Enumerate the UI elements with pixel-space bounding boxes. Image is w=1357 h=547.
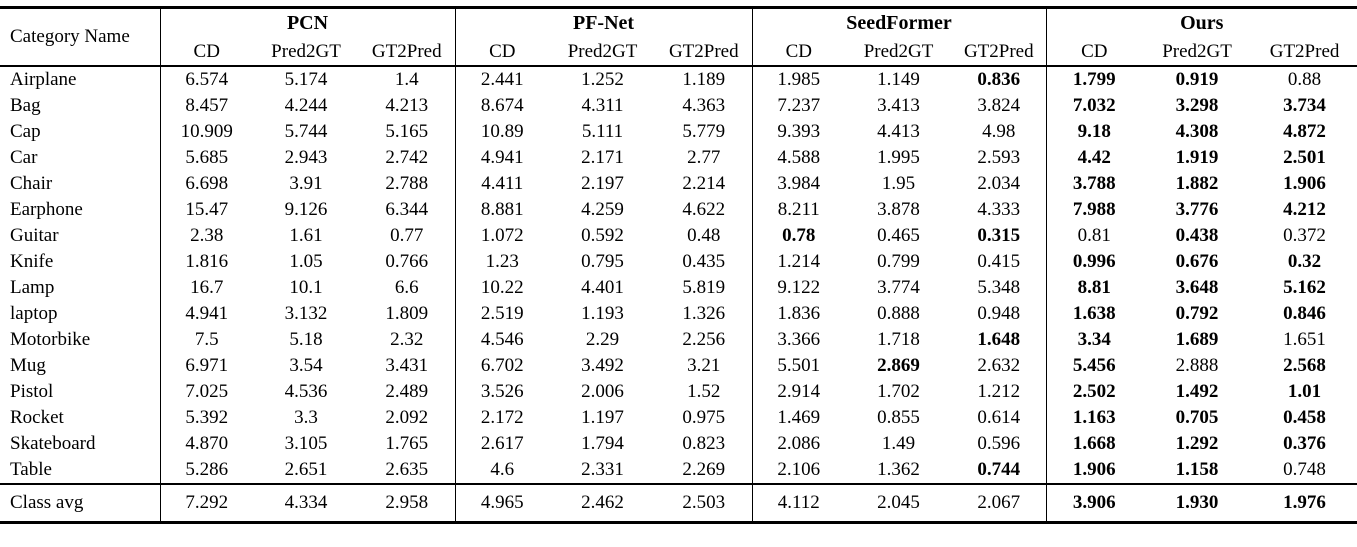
value-cell: 0.438 <box>1175 225 1219 246</box>
value-cell: 1.072 <box>455 223 549 249</box>
value-cell: 1.668 <box>1046 431 1142 457</box>
value-cell: 9.122 <box>752 275 845 301</box>
value-cell: 1.01 <box>1287 381 1322 402</box>
value-cell: 4.308 <box>1175 121 1219 142</box>
value-cell: 3.91 <box>289 173 323 194</box>
value-cell: 2.489 <box>385 381 429 402</box>
value-cell: 3.906 <box>1046 484 1142 523</box>
value-cell: 1.985 <box>752 66 845 93</box>
value-cell: 2.067 <box>977 492 1021 513</box>
table-row <box>0 353 1357 379</box>
value-cell: 1.906 <box>1283 173 1326 194</box>
value-cell: 1.794 <box>581 433 624 454</box>
value-cell: 5.286 <box>160 457 253 484</box>
value-cell: 4.588 <box>752 145 845 171</box>
group-header-pcn: PCN <box>160 8 455 39</box>
metric-header-cd: CD <box>160 38 253 66</box>
table-row <box>0 379 1357 405</box>
value-cell: 2.914 <box>752 379 845 405</box>
value-cell: 1.689 <box>1175 329 1219 350</box>
value-cell: 4.311 <box>581 95 624 116</box>
value-cell: 5.456 <box>1046 353 1142 379</box>
value-cell: 2.635 <box>385 459 429 480</box>
value-cell: 0.948 <box>977 303 1021 324</box>
value-cell: 2.77 <box>687 147 721 168</box>
value-cell: 1.193 <box>581 303 624 324</box>
value-cell: 0.766 <box>385 251 429 272</box>
value-cell: 0.315 <box>977 225 1021 246</box>
value-cell: 4.334 <box>284 492 328 513</box>
value-cell: 8.674 <box>455 93 549 119</box>
value-cell: 1.836 <box>752 301 845 327</box>
value-cell: 3.492 <box>581 355 624 376</box>
value-cell: 5.162 <box>1283 277 1326 298</box>
value-cell: 4.870 <box>160 431 253 457</box>
category-cell: Guitar <box>10 225 59 246</box>
value-cell: 2.171 <box>581 147 624 168</box>
value-cell: 3.21 <box>687 355 721 376</box>
value-cell: 3.3 <box>294 407 318 428</box>
category-cell: Pistol <box>10 381 54 402</box>
value-cell: 1.05 <box>289 251 323 272</box>
value-cell: 2.502 <box>1046 379 1142 405</box>
value-cell: 0.855 <box>877 407 920 428</box>
value-cell: 0.48 <box>687 225 721 246</box>
value-cell: 5.392 <box>160 405 253 431</box>
value-cell: 1.189 <box>682 69 726 90</box>
value-cell: 5.779 <box>682 121 726 142</box>
value-cell: 0.975 <box>682 407 726 428</box>
results-table <box>0 6 1357 524</box>
value-cell: 1.906 <box>1046 457 1142 484</box>
value-cell: 2.501 <box>1283 147 1326 168</box>
table-header <box>0 8 1357 67</box>
value-cell: 2.331 <box>581 459 624 480</box>
value-cell: 2.632 <box>977 355 1021 376</box>
value-cell: 5.18 <box>289 329 323 350</box>
value-cell: 3.431 <box>385 355 429 376</box>
value-cell: 4.872 <box>1283 121 1326 142</box>
value-cell: 2.503 <box>682 492 726 513</box>
value-cell: 0.81 <box>1046 223 1142 249</box>
value-cell: 1.362 <box>877 459 920 480</box>
value-cell: 5.174 <box>284 69 328 90</box>
value-cell: 6.702 <box>455 353 549 379</box>
group-header-pfnet: PF-Net <box>455 8 752 39</box>
value-cell: 10.1 <box>289 277 323 298</box>
value-cell: 0.376 <box>1283 433 1326 454</box>
value-cell: 1.765 <box>385 433 429 454</box>
value-cell: 1.995 <box>877 147 920 168</box>
value-cell: 0.614 <box>977 407 1021 428</box>
value-cell: 2.045 <box>877 492 920 513</box>
value-cell: 6.6 <box>394 277 419 298</box>
category-cell: Skateboard <box>10 433 96 454</box>
value-cell: 2.943 <box>284 147 328 168</box>
value-cell: 4.6 <box>455 457 549 484</box>
value-cell: 2.568 <box>1283 355 1326 376</box>
value-cell: 0.744 <box>977 459 1021 480</box>
value-cell: 10.22 <box>455 275 549 301</box>
metric-header-gt2pred: GT2Pred <box>963 40 1034 62</box>
value-cell: 3.788 <box>1046 171 1142 197</box>
category-cell: Car <box>10 147 38 168</box>
category-cell: Airplane <box>10 69 77 90</box>
value-cell: 1.882 <box>1175 173 1219 194</box>
value-cell: 1.809 <box>385 303 429 324</box>
value-cell: 3.54 <box>289 355 323 376</box>
value-cell: 0.415 <box>977 251 1021 272</box>
value-cell: 1.816 <box>160 249 253 275</box>
value-cell: 3.776 <box>1175 199 1219 220</box>
metric-header-cd: CD <box>752 38 845 66</box>
value-cell: 3.774 <box>877 277 920 298</box>
value-cell: 1.919 <box>1175 147 1219 168</box>
category-cell: Knife <box>10 251 54 272</box>
metric-header-gt2pred: GT2Pred <box>1269 40 1340 62</box>
value-cell: 8.81 <box>1046 275 1142 301</box>
table-row <box>0 119 1357 145</box>
metric-header-pred2gt: Pred2GT <box>863 40 934 62</box>
value-cell: 4.213 <box>385 95 429 116</box>
value-cell: 2.256 <box>682 329 726 350</box>
table-row <box>0 93 1357 119</box>
category-cell: Cap <box>10 121 41 142</box>
value-cell: 2.38 <box>160 223 253 249</box>
value-cell: 4.413 <box>877 121 920 142</box>
table-row <box>0 405 1357 431</box>
value-cell: 4.941 <box>160 301 253 327</box>
value-cell: 0.705 <box>1175 407 1219 428</box>
value-cell: 2.888 <box>1175 355 1219 376</box>
value-cell: 2.006 <box>581 381 624 402</box>
value-cell: 4.259 <box>581 199 624 220</box>
table-row <box>0 145 1357 171</box>
value-cell: 3.366 <box>752 327 845 353</box>
value-cell: 1.702 <box>877 381 920 402</box>
value-cell: 3.824 <box>977 95 1021 116</box>
category-cell: Motorbike <box>10 329 91 350</box>
value-cell: 2.172 <box>455 405 549 431</box>
value-cell: 3.526 <box>455 379 549 405</box>
value-cell: 0.795 <box>581 251 624 272</box>
value-cell: 0.823 <box>682 433 726 454</box>
value-cell: 4.363 <box>682 95 726 116</box>
value-cell: 3.984 <box>752 171 845 197</box>
value-cell: 7.032 <box>1046 93 1142 119</box>
value-cell: 8.211 <box>752 197 845 223</box>
metric-header-pred2gt: Pred2GT <box>1162 40 1232 62</box>
value-cell: 2.269 <box>682 459 726 480</box>
value-cell: 1.492 <box>1175 381 1219 402</box>
value-cell: 1.95 <box>881 173 916 194</box>
value-cell: 2.441 <box>455 66 549 93</box>
value-cell: 2.958 <box>385 492 429 513</box>
metric-header-gt2pred: GT2Pred <box>371 40 442 62</box>
value-cell: 1.158 <box>1175 459 1219 480</box>
table-footer <box>0 484 1357 523</box>
value-cell: 1.23 <box>455 249 549 275</box>
table-row <box>0 275 1357 301</box>
category-cell: Chair <box>10 173 53 194</box>
value-cell: 2.617 <box>455 431 549 457</box>
value-cell: 4.42 <box>1046 145 1142 171</box>
value-cell: 1.638 <box>1046 301 1142 327</box>
group-header-seedformer: SeedFormer <box>752 8 1046 39</box>
value-cell: 0.792 <box>1175 303 1219 324</box>
value-cell: 0.676 <box>1175 251 1219 272</box>
table-row <box>0 223 1357 249</box>
value-cell: 6.574 <box>160 66 253 93</box>
value-cell: 0.435 <box>682 251 726 272</box>
value-cell: 3.648 <box>1175 277 1219 298</box>
value-cell: 3.105 <box>284 433 328 454</box>
value-cell: 2.214 <box>682 173 726 194</box>
value-cell: 1.292 <box>1175 433 1219 454</box>
value-cell: 8.881 <box>455 197 549 223</box>
value-cell: 1.197 <box>581 407 624 428</box>
value-cell: 9.393 <box>752 119 845 145</box>
value-cell: 2.593 <box>977 147 1021 168</box>
category-cell: Earphone <box>10 199 83 220</box>
value-cell: 7.025 <box>160 379 253 405</box>
table-row <box>0 197 1357 223</box>
value-cell: 10.909 <box>160 119 253 145</box>
value-cell: 0.32 <box>1287 251 1322 272</box>
value-cell: 0.919 <box>1175 69 1219 90</box>
value-cell: 4.98 <box>982 121 1016 142</box>
table-row <box>0 301 1357 327</box>
table-row <box>0 431 1357 457</box>
value-cell: 2.086 <box>752 431 845 457</box>
value-cell: 0.77 <box>390 225 424 246</box>
value-cell: 2.462 <box>581 492 624 513</box>
value-cell: 1.648 <box>977 329 1021 350</box>
value-cell: 6.344 <box>385 199 429 220</box>
value-cell: 9.18 <box>1046 119 1142 145</box>
value-cell: 1.976 <box>1283 492 1326 513</box>
value-cell: 4.112 <box>752 484 845 523</box>
value-cell: 0.996 <box>1046 249 1142 275</box>
value-cell: 5.165 <box>385 121 429 142</box>
value-cell: 6.698 <box>160 171 253 197</box>
value-cell: 7.292 <box>160 484 253 523</box>
value-cell: 5.819 <box>682 277 726 298</box>
value-cell: 1.326 <box>682 303 726 324</box>
value-cell: 16.7 <box>160 275 253 301</box>
value-cell: 4.244 <box>284 95 328 116</box>
metric-header-pred2gt: Pred2GT <box>271 40 341 62</box>
value-cell: 7.237 <box>752 93 845 119</box>
value-cell: 2.519 <box>455 301 549 327</box>
category-cell: Rocket <box>10 407 64 428</box>
metric-header-gt2pred: GT2Pred <box>668 40 739 62</box>
value-cell: 9.126 <box>284 199 328 220</box>
value-cell: 4.401 <box>581 277 624 298</box>
value-cell: 5.111 <box>581 121 624 142</box>
value-cell: 4.622 <box>682 199 726 220</box>
value-cell: 5.685 <box>160 145 253 171</box>
value-cell: 0.592 <box>581 225 624 246</box>
value-cell: 4.546 <box>455 327 549 353</box>
value-cell: 5.348 <box>977 277 1021 298</box>
table-row <box>0 457 1357 484</box>
table-row <box>0 66 1357 93</box>
metric-header-cd: CD <box>455 38 549 66</box>
value-cell: 3.132 <box>284 303 328 324</box>
value-cell: 0.888 <box>877 303 920 324</box>
value-cell: 1.163 <box>1046 405 1142 431</box>
category-cell: Table <box>10 459 52 480</box>
value-cell: 4.941 <box>455 145 549 171</box>
value-cell: 15.47 <box>160 197 253 223</box>
value-cell: 1.4 <box>394 69 419 90</box>
value-cell: 10.89 <box>455 119 549 145</box>
value-cell: 1.469 <box>752 405 845 431</box>
metric-header-pred2gt: Pred2GT <box>567 40 638 62</box>
value-cell: 1.930 <box>1175 492 1219 513</box>
value-cell: 4.411 <box>455 171 549 197</box>
value-cell: 1.49 <box>881 433 916 454</box>
value-cell: 0.748 <box>1283 459 1326 480</box>
category-name-header: Category Name <box>10 26 130 47</box>
value-cell: 2.788 <box>385 173 429 194</box>
value-cell: 2.651 <box>284 459 328 480</box>
value-cell: 2.197 <box>581 173 624 194</box>
class-avg-row <box>0 484 1357 523</box>
value-cell: 1.212 <box>977 381 1021 402</box>
metric-header-row <box>0 38 1357 66</box>
category-cell: Mug <box>10 355 46 376</box>
table-row <box>0 327 1357 353</box>
value-cell: 2.869 <box>877 355 920 376</box>
value-cell: 0.846 <box>1283 303 1326 324</box>
value-cell: 0.372 <box>1283 225 1326 246</box>
value-cell: 3.413 <box>877 95 920 116</box>
category-cell: laptop <box>10 303 58 324</box>
value-cell: 3.734 <box>1283 95 1326 116</box>
value-cell: 2.106 <box>752 457 845 484</box>
category-cell: Lamp <box>10 277 55 298</box>
value-cell: 0.88 <box>1287 69 1322 90</box>
value-cell: 8.457 <box>160 93 253 119</box>
table-row <box>0 171 1357 197</box>
category-cell: Bag <box>10 95 41 116</box>
value-cell: 1.799 <box>1046 66 1142 93</box>
value-cell: 2.034 <box>977 173 1021 194</box>
value-cell: 2.742 <box>385 147 429 168</box>
value-cell: 4.965 <box>455 484 549 523</box>
value-cell: 4.212 <box>1283 199 1326 220</box>
value-cell: 7.5 <box>160 327 253 353</box>
value-cell: 3.298 <box>1175 95 1219 116</box>
value-cell: 4.536 <box>284 381 328 402</box>
table-row <box>0 249 1357 275</box>
value-cell: 1.651 <box>1283 329 1326 350</box>
value-cell: 0.458 <box>1283 407 1326 428</box>
value-cell: 0.596 <box>977 433 1021 454</box>
table-body <box>0 66 1357 484</box>
value-cell: 1.149 <box>877 69 920 90</box>
value-cell: 0.465 <box>877 225 920 246</box>
value-cell: 1.214 <box>752 249 845 275</box>
value-cell: 3.878 <box>877 199 920 220</box>
value-cell: 1.252 <box>581 69 624 90</box>
group-header-row <box>0 8 1357 39</box>
value-cell: 0.836 <box>977 69 1021 90</box>
value-cell: 1.52 <box>687 381 721 402</box>
value-cell: 0.78 <box>752 223 845 249</box>
value-cell: 3.34 <box>1046 327 1142 353</box>
value-cell: 7.988 <box>1046 197 1142 223</box>
value-cell: 0.799 <box>877 251 920 272</box>
value-cell: 2.29 <box>585 329 620 350</box>
group-header-ours: Ours <box>1046 8 1357 39</box>
value-cell: 4.333 <box>977 199 1021 220</box>
metric-header-cd: CD <box>1046 38 1142 66</box>
value-cell: 6.971 <box>160 353 253 379</box>
value-cell: 2.32 <box>390 329 424 350</box>
value-cell: 5.744 <box>284 121 328 142</box>
value-cell: 1.718 <box>877 329 920 350</box>
value-cell: 5.501 <box>752 353 845 379</box>
value-cell: 1.61 <box>289 225 323 246</box>
category-cell: Class avg <box>10 492 84 513</box>
value-cell: 2.092 <box>385 407 429 428</box>
